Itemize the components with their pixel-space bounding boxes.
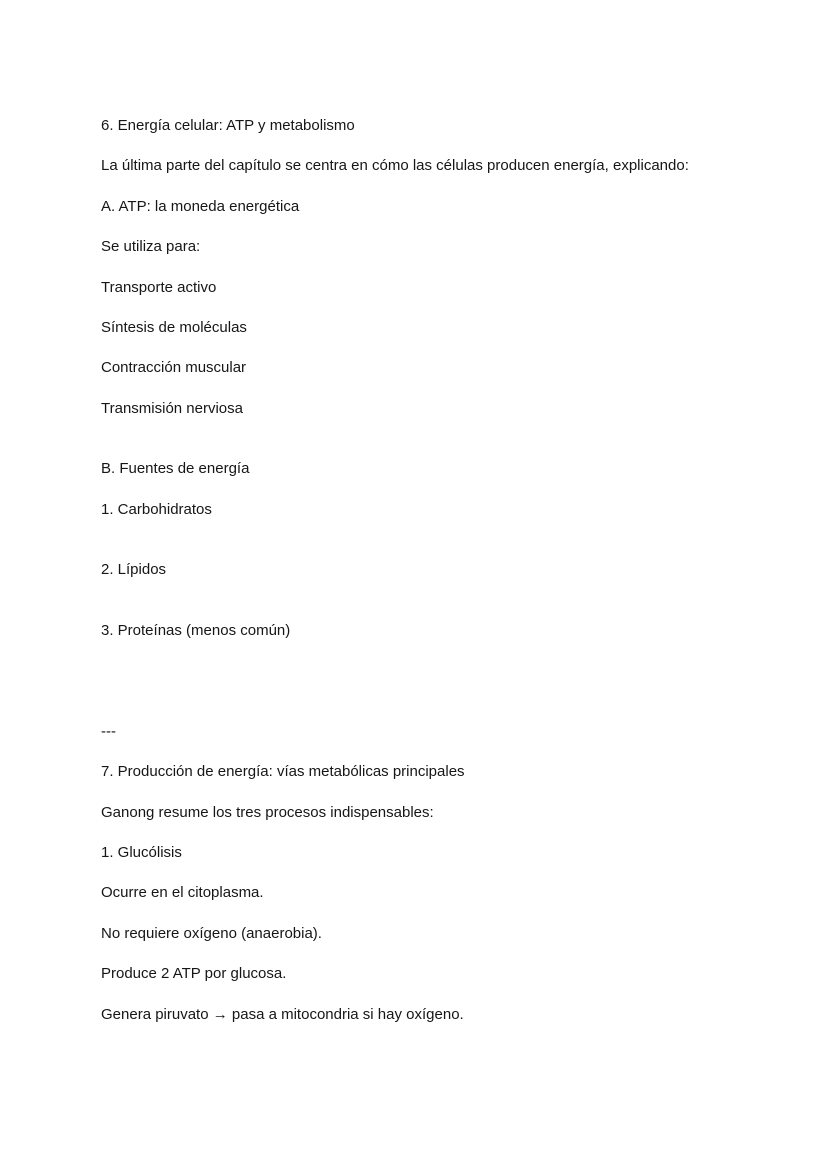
body-line-citoplasma: Ocurre en el citoplasma. <box>101 884 264 902</box>
subsection-a-title: A. ATP: la moneda energética <box>101 197 300 215</box>
intro-paragraph: La última parte del capítulo se centra en cómo las células producen energía, explicando: <box>101 157 689 175</box>
body-line-ganong-resume: Ganong resume los tres procesos indispensables: <box>101 803 434 821</box>
numbered-item-proteinas: 3. Proteínas (menos común) <box>101 621 291 639</box>
numbered-item-carbohidratos: 1. Carbohidratos <box>101 500 212 518</box>
list-item-contraccion-muscular: Contracción muscular <box>101 359 247 377</box>
section-title-6: 6. Energía celular: ATP y metabolismo <box>101 117 355 134</box>
document-content <box>101 116 728 1045</box>
numbered-item-lipidos: 2. Lípidos <box>101 561 167 579</box>
body-line-genera-piruvato: Genera piruvato → pasa a mitocondria si hay oxígeno. <box>101 1005 464 1023</box>
list-item-transporte-activo: Transporte activo <box>101 278 217 296</box>
body-line-no-requiere-oxigeno: No requiere oxígeno (anaerobia). <box>101 924 322 942</box>
list-item-sintesis-moleculas: Síntesis de moléculas <box>101 318 247 336</box>
subsection-b-title: B. Fuentes de energía <box>101 460 250 478</box>
body-line-produce-2-atp: Produce 2 ATP por glucosa. <box>101 965 287 983</box>
body-line-se-utiliza: Se utiliza para: <box>101 238 201 256</box>
list-item-transmision-nerviosa: Transmisión nerviosa <box>101 399 243 417</box>
numbered-item-glucolisis: 1. Glucólisis <box>101 844 182 862</box>
separator-dashes: --- <box>101 722 116 740</box>
section-title-7: 7. Producción de energía: vías metabólicas principales <box>101 763 465 781</box>
